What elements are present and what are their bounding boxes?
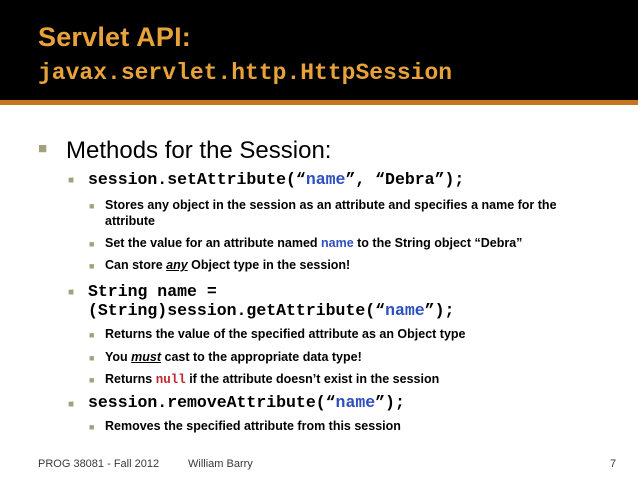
text-run: Returns <box>105 372 156 386</box>
code-text: session.setAttribute(“ <box>88 170 306 189</box>
square-bullet-icon: ■ <box>89 201 95 211</box>
code-text: ”, “Debra”); <box>345 170 465 189</box>
text-run: Set the value for an attribute named <box>105 236 322 250</box>
text-run: Object type in the session! <box>187 258 351 272</box>
code-text: ”); <box>375 393 405 412</box>
text-run: cast to the appropriate data type! <box>161 350 362 364</box>
footer-author: William Barry <box>188 458 253 470</box>
square-bullet-icon: ■ <box>68 175 75 186</box>
square-bullet-icon: ■ <box>89 261 95 271</box>
slide-title: Servlet API: <box>38 22 191 52</box>
square-bullet-icon: ■ <box>68 399 75 410</box>
sub-bullet-text: Removes the specified attribute from this session <box>105 419 401 433</box>
square-bullet-icon: ■ <box>68 287 75 298</box>
name-highlight: name <box>321 236 354 250</box>
section-heading: Methods for the Session: <box>66 137 332 164</box>
code-highlight: name <box>305 170 346 189</box>
code-line <box>88 170 464 189</box>
code-line <box>88 301 454 320</box>
code-line <box>88 393 405 412</box>
square-bullet-icon: ■ <box>89 422 95 432</box>
null-keyword: null <box>155 373 186 387</box>
code-highlight: name <box>385 301 425 320</box>
square-bullet-icon: ■ <box>38 140 48 157</box>
slide-subtitle-code: javax.servlet.http.HttpSession <box>38 60 453 86</box>
emphasis-text: any <box>166 258 188 272</box>
code-line: String name = <box>88 282 217 301</box>
square-bullet-icon: ■ <box>89 353 95 363</box>
code-text: (String)session.getAttribute(“ <box>88 301 386 320</box>
text-run: to the String object “Debra” <box>353 236 523 250</box>
sub-bullet-text: Returns the value of the specified attribute as an Object type <box>105 327 466 341</box>
emphasis-text: must <box>131 350 162 364</box>
code-text: session.removeAttribute(“ <box>88 393 336 412</box>
text-run: if the attribute doesn’t exist in the session <box>185 372 440 386</box>
text-run: You <box>105 350 132 364</box>
page-number: 7 <box>610 458 617 470</box>
sub-bullet-text <box>105 350 362 364</box>
sub-bullet-text: attribute <box>105 214 155 228</box>
square-bullet-icon: ■ <box>89 330 95 340</box>
square-bullet-icon: ■ <box>89 239 95 249</box>
sub-bullet-text <box>105 258 350 272</box>
text-run: Can store <box>105 258 167 272</box>
sub-bullet-text: Stores any object in the session as an attribute and specifies a name for the <box>105 198 557 212</box>
footer-course: PROG 38081 - Fall 2012 <box>38 458 160 470</box>
sub-bullet-text <box>105 372 439 387</box>
sub-bullet-text <box>105 236 522 250</box>
code-highlight: name <box>335 393 376 412</box>
square-bullet-icon: ■ <box>89 375 95 385</box>
code-text: ”); <box>424 301 455 320</box>
